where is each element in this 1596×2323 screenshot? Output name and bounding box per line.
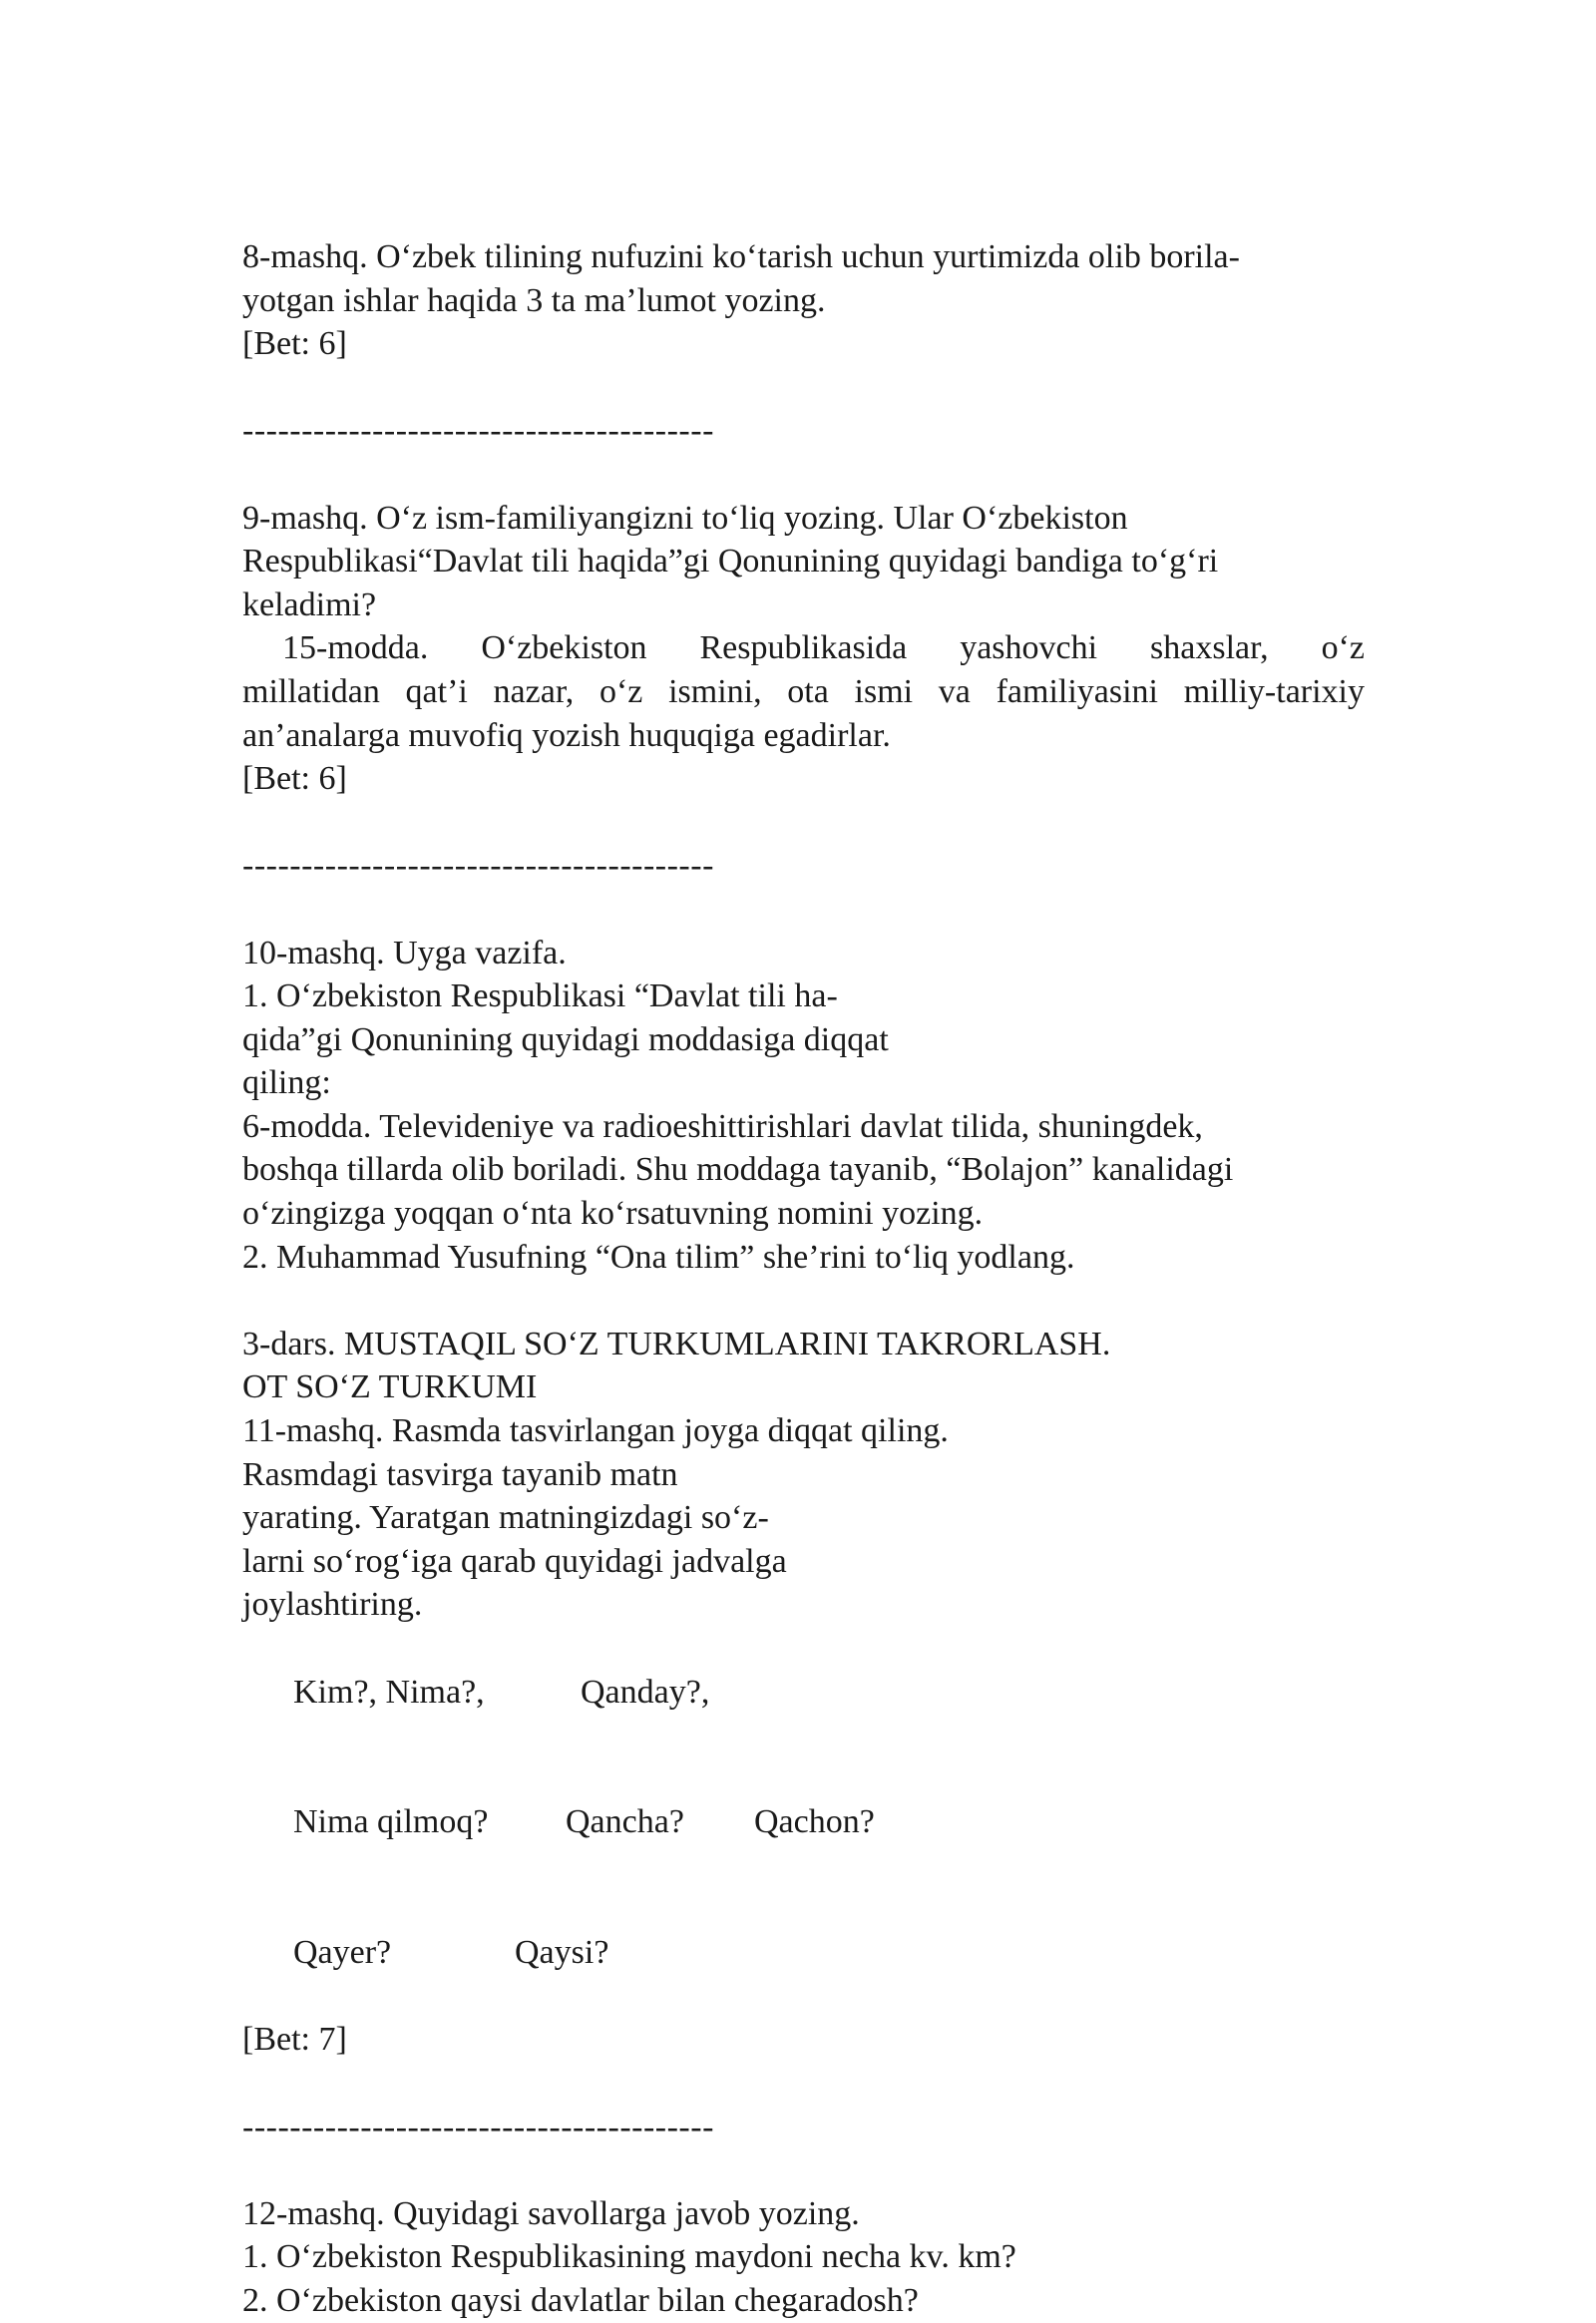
exercise-11-line-2: Rasmdagi tasvirga tayanib matn — [242, 1455, 678, 1493]
exercise-12 — [242, 2192, 1365, 2323]
question-item: Qachon? — [754, 1803, 875, 1841]
exercise-11-line-3: yarating. Yaratgan matningizdagi so‘z- — [242, 1499, 769, 1537]
lesson-3-title-line-2: OT SO‘Z TURKUMI — [242, 1368, 538, 1406]
question-item: Qancha? — [566, 1803, 684, 1841]
exercise-10-line-8: 2. Muhammad Yusufning “Ona tilim” she’rini to‘liq yodlang. — [242, 1238, 1075, 1276]
exercise-9 — [242, 497, 1365, 801]
question-item: Qanday?, — [581, 1673, 710, 1711]
exercise-10-line-3: qida”gi Qonunining quyidagi moddasiga diqqat — [242, 1020, 889, 1058]
question-row-2 — [242, 1757, 1365, 1888]
exercise-10-line-5: 6-modda. Televideniye va radioeshittirishlari davlat tilida, shuningdek, — [242, 1107, 1203, 1145]
separator-1: ---------------------------------------- — [242, 412, 714, 450]
exercise-8-line-1: 8-mashq. O‘zbek tilining nufuzini ko‘tarish uchun yurtimizda olib borila- — [242, 238, 1240, 275]
exercise-9-line-1: 9-mashq. O‘z ism-familiyangizni to‘liq yozing. Ular O‘zbekiston — [242, 499, 1128, 537]
exercise-12-line-1: 12-mashq. Quyidagi savollarga javob yozing. — [242, 2194, 860, 2232]
exercise-10-line-7: o‘zingizga yoqqan o‘nta ko‘rsatuvning nomini yozing. — [242, 1195, 984, 1233]
exercise-10-line-4: qiling: — [242, 1064, 331, 1102]
exercise-9-line-2: Respublikasi“Davlat tili haqida”gi Qonunining quyidagi bandiga to‘g‘ri — [242, 543, 1219, 581]
exercise-10-line-6: boshqa tillarda olib boriladi. Shu moddaga tayanib, “Bolajon” kanalidagi — [242, 1151, 1234, 1189]
question-item: Nima qilmoq? — [293, 1803, 489, 1841]
spacer — [242, 1279, 1365, 1323]
exercise-9-quote-line-3: an’analarga muvofiq yozish huquqiga egadirlar. — [242, 716, 891, 754]
spacer — [242, 366, 1365, 410]
exercise-11-page-ref: [Bet: 7] — [242, 2021, 347, 2059]
exercise-9-page-ref: [Bet: 6] — [242, 760, 347, 798]
spacer — [242, 2062, 1365, 2106]
exercise-12-line-2: 1. O‘zbekiston Respublikasining maydoni necha kv. km? — [242, 2238, 1016, 2276]
exercise-12-line-3: 2. O‘zbekiston qaysi davlatlar bilan chegaradosh? — [242, 2281, 919, 2319]
exercise-8-page-ref: [Bet: 6] — [242, 325, 347, 363]
lesson-3-heading — [242, 1323, 1365, 1409]
question-item: Qayer? — [293, 1934, 392, 1972]
question-row-1 — [242, 1627, 1365, 1757]
spacer — [242, 801, 1365, 845]
exercise-11-line-5: joylashtiring. — [242, 1586, 423, 1624]
exercise-11-line-1: 11-mashq. Rasmda tasvirlangan joyga diqqat qiling. — [242, 1412, 949, 1450]
exercise-10-line-1: 10-mashq. Uyga vazifa. — [242, 934, 567, 971]
spacer — [242, 453, 1365, 497]
document-page — [242, 235, 1365, 2323]
exercise-8-line-2: yotgan ishlar haqida 3 ta ma’lumot yozing. — [242, 281, 826, 319]
exercise-11-line-4: larni so‘rog‘iga qarab quyidagi jadvalga — [242, 1542, 787, 1580]
exercise-10-line-2: 1. O‘zbekiston Respublikasi “Davlat tili ha- — [242, 977, 838, 1015]
exercise-9-quote-line-1: 15-modda. O‘zbekiston Respublikasida yashovchi shaxslar, o‘z — [282, 629, 1365, 667]
question-item: Kim?, Nima?, — [293, 1673, 485, 1711]
question-item: Qaysi? — [515, 1934, 609, 1972]
lesson-3-title-line-1: 3-dars. MUSTAQIL SO‘Z TURKUMLARINI TAKRORLASH. — [242, 1325, 1111, 1362]
exercise-9-quote-line-2: millatidan qat’i nazar, o‘z ismini, ota ismi va familiyasini milliy-tarixiy — [242, 672, 1365, 710]
exercise-11 — [242, 1409, 1365, 2062]
exercise-8 — [242, 235, 1365, 366]
exercise-10 — [242, 932, 1365, 1280]
separator-3: ---------------------------------------- — [242, 2108, 714, 2145]
spacer — [242, 888, 1365, 932]
question-row-3 — [242, 1888, 1365, 2019]
spacer — [242, 2148, 1365, 2192]
exercise-9-line-3: keladimi? — [242, 585, 377, 623]
separator-2: ---------------------------------------- — [242, 847, 714, 885]
